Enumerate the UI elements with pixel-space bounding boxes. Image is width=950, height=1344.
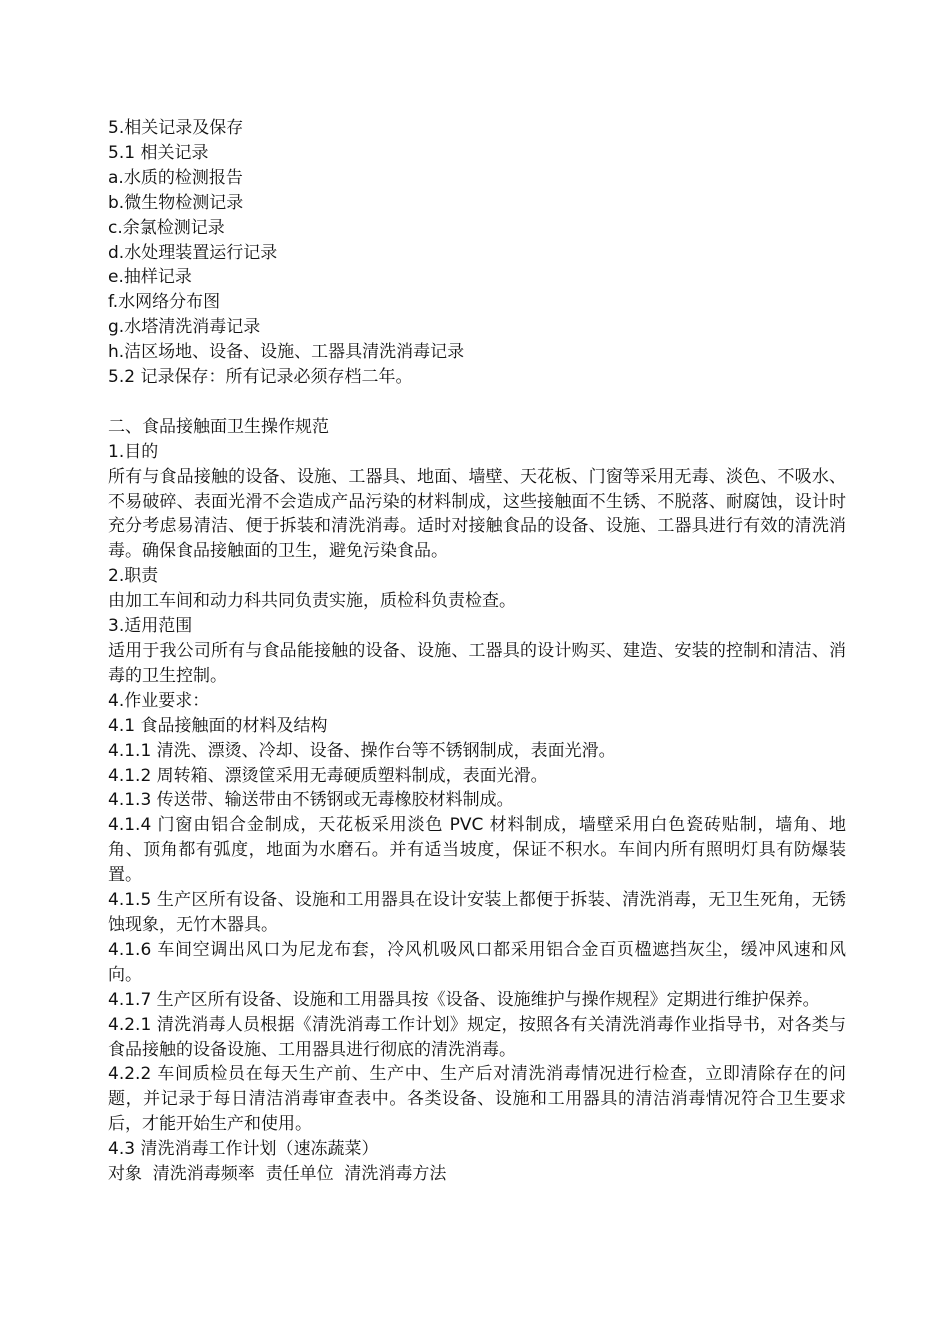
requirement-item: 4.1.3 传送带、输送带由不锈钢或无毒橡胶材料制成。 bbox=[108, 790, 514, 811]
duty-text: 由加工车间和动力科共同负责实施，质检科负责检查。 bbox=[108, 591, 516, 612]
requirement-item: 4.1.4 门窗由铝合金制成，天花板采用淡色 PVC 材料制成，墙壁采用白色瓷砖贴制，墙角、地角、顶角都有弧度，地面为水磨石。并有适当坡度，保证不积水。车间内所有照明灯具有防爆装置。 bbox=[108, 815, 846, 886]
section-5-title: 5.相关记录及保存 bbox=[108, 118, 244, 138]
requirement-item: 4.1.2 周转箱、漂烫筐采用无毒硬质塑料制成，表面光滑。 bbox=[108, 765, 548, 786]
document-page bbox=[108, 116, 846, 1187]
record-item: f.水网络分布图 bbox=[108, 292, 221, 313]
material-title: 4.1 食品接触面的材料及结构 bbox=[108, 715, 328, 736]
duty-title: 2.职责 bbox=[108, 566, 159, 587]
record-item: a.水质的检测报告 bbox=[108, 167, 243, 188]
record-item: h.洁区场地、设备、设施、工器具清洗消毒记录 bbox=[108, 342, 465, 363]
purpose-title: 1.目的 bbox=[108, 441, 159, 462]
record-item: d.水处理装置运行记录 bbox=[108, 242, 278, 263]
blank-line bbox=[108, 390, 846, 415]
cleaning-plan-table-header: 对象 清洗消毒频率 责任单位 清洗消毒方法 bbox=[108, 1164, 447, 1185]
requirement-item: 4.1.6 车间空调出风口为尼龙布套，冷风机吸风口都采用铝合金百页楹遮挡灰尘，缓冲风速和风向。 bbox=[108, 939, 846, 985]
requirement-item: 4.1.1 清洗、漂烫、冷却、设备、操作台等不锈钢制成，表面光滑。 bbox=[108, 740, 616, 761]
requirements-title: 4.作业要求： bbox=[108, 690, 210, 711]
purpose-text: 所有与食品接触的设备、设施、工器具、地面、墙壁、天花板、门窗等采用无毒、淡色、不吸水、不易破碎、表面光滑不会造成产品污染的材料制成，这些接触面不生锈、不脱落、耐腐蚀，设计时充分考虑易清洁、便于拆装和清洗消毒。适时对接触食品的设备、设施、工器具进行有效的清洗消毒。确保食品接触面的卫生，避免污染食品。 bbox=[108, 466, 846, 562]
section-5-2-retention: 5.2 记录保存：所有记录必须存档二年。 bbox=[108, 367, 413, 388]
requirement-item: 4.2.2 车间质检员在每天生产前、生产中、生产后对清洗消毒情况进行检查，立即清除存在的问题，并记录于每日清洁消毒审查表中。各类设备、设施和工用器具的清洁消毒情况符合卫生要求后，才能开始生产和使用。 bbox=[108, 1064, 846, 1135]
record-item: g.水塔清洗消毒记录 bbox=[108, 317, 261, 338]
record-item: e.抽样记录 bbox=[108, 267, 192, 288]
cleaning-plan-title: 4.3 清洗消毒工作计划（速冻蔬菜） bbox=[108, 1139, 379, 1160]
requirement-item: 4.1.5 生产区所有设备、设施和工用器具在设计安装上都便于拆装、清洗消毒，无卫生死角，无锈蚀现象，无竹木器具。 bbox=[108, 890, 846, 935]
section-2-heading: 二、食品接触面卫生操作规范 bbox=[108, 416, 329, 437]
requirement-item: 4.2.1 清洗消毒人员根据《清洗消毒工作计划》规定，按照各有关清洗消毒作业指导书，对各类与食品接触的设备设施、工用器具进行彻底的清洗消毒。 bbox=[108, 1014, 846, 1060]
requirement-item: 4.1.7 生产区所有设备、设施和工用器具按《设备、设施维护与操作规程》定期进行维护保养。 bbox=[108, 989, 820, 1010]
scope-title: 3.适用范围 bbox=[108, 616, 193, 637]
section-5-1-title: 5.1 相关记录 bbox=[108, 142, 209, 163]
scope-text: 适用于我公司所有与食品能接触的设备、设施、工器具的设计购买、建造、安装的控制和清洁、消毒的卫生控制。 bbox=[108, 641, 846, 686]
record-item: b.微生物检测记录 bbox=[108, 192, 244, 213]
record-item: c.余氯检测记录 bbox=[108, 217, 225, 238]
